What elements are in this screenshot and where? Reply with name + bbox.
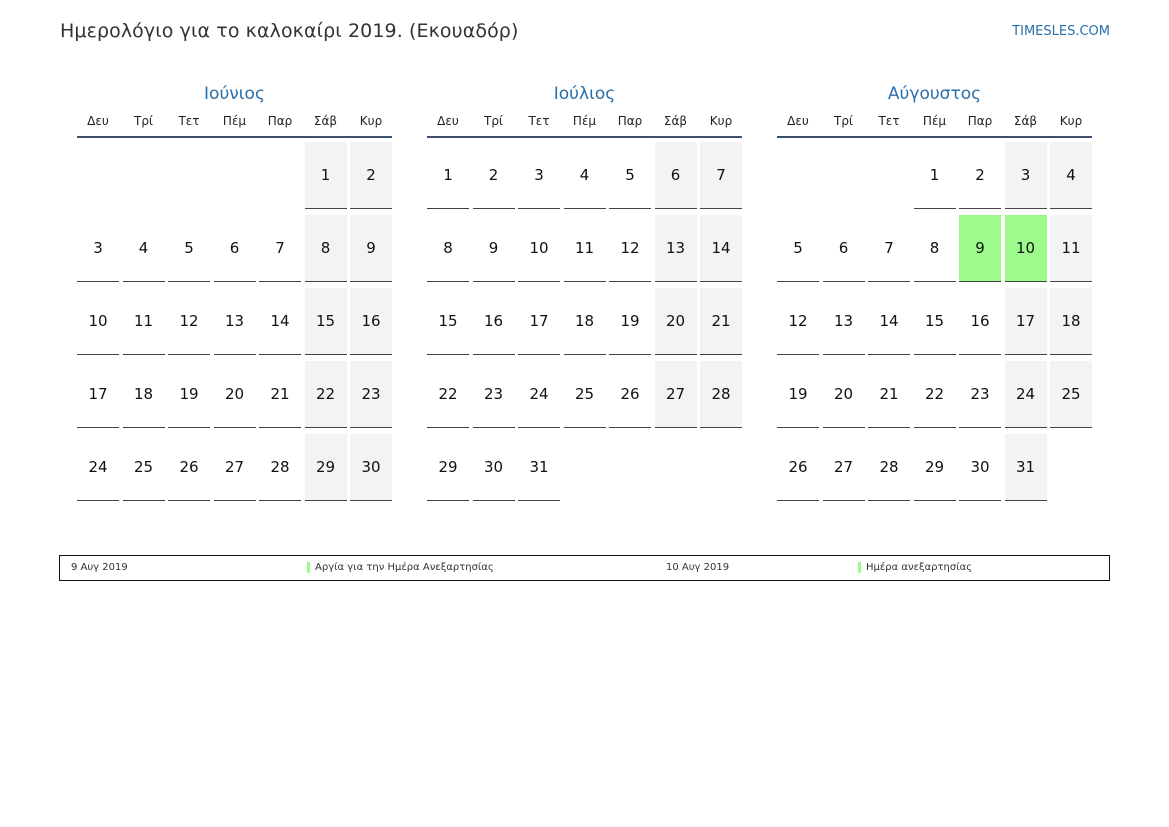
day-cell: 10 — [518, 215, 560, 282]
week-row — [777, 142, 1092, 215]
empty-day-cell — [777, 142, 819, 209]
day-cell: 28 — [700, 361, 742, 428]
empty-day-cell — [700, 434, 742, 501]
weekday-label: Σάβ — [663, 114, 688, 128]
weekday-label: Δευ — [87, 114, 109, 128]
day-cell: 17 — [518, 288, 560, 355]
day-cell: 7 — [259, 215, 301, 282]
weekday-label: Πέμ — [222, 114, 247, 128]
page-title: Ημερολόγιο για το καλοκαίρι 2019. (Εκουαδόρ) — [60, 20, 519, 42]
empty-day-cell — [214, 142, 256, 209]
weekday-label: Τετ — [878, 114, 900, 128]
day-cell: 31 — [518, 434, 560, 501]
day-cell: 20 — [823, 361, 865, 428]
day-cell: 13 — [823, 288, 865, 355]
day-cell: 3 — [1005, 142, 1047, 209]
month-3 — [777, 82, 1092, 507]
day-cell: 13 — [214, 288, 256, 355]
day-cell: 9 — [473, 215, 515, 282]
weekday-header — [427, 114, 742, 138]
day-cell: 25 — [1050, 361, 1092, 428]
day-cell: 6 — [655, 142, 697, 209]
day-cell: 2 — [959, 142, 1001, 209]
day-cell: 5 — [168, 215, 210, 282]
holiday-color-marker — [858, 562, 861, 573]
day-cell: 10 — [77, 288, 119, 355]
day-cell: 11 — [123, 288, 165, 355]
weekday-label: Κυρ — [1059, 114, 1083, 128]
day-cell: 13 — [655, 215, 697, 282]
week-row — [77, 215, 392, 288]
day-cell: 2 — [473, 142, 515, 209]
day-cell: 27 — [214, 434, 256, 501]
weekday-label: Δευ — [437, 114, 459, 128]
day-cell: 16 — [959, 288, 1001, 355]
day-cell: 30 — [350, 434, 392, 501]
legend-date-1: 9 Αυγ 2019 — [71, 562, 128, 573]
day-cell: 4 — [1050, 142, 1092, 209]
day-cell: 23 — [959, 361, 1001, 428]
day-cell: 12 — [777, 288, 819, 355]
day-cell: 16 — [350, 288, 392, 355]
day-cell: 21 — [259, 361, 301, 428]
weekday-label: Σάβ — [1013, 114, 1038, 128]
weekday-label: Κυρ — [709, 114, 733, 128]
empty-day-cell — [655, 434, 697, 501]
day-cell: 11 — [564, 215, 606, 282]
week-row — [427, 142, 742, 215]
day-cell: 18 — [1050, 288, 1092, 355]
day-cell: 8 — [305, 215, 347, 282]
weekday-label: Παρ — [267, 114, 293, 128]
day-cell: 21 — [700, 288, 742, 355]
week-row — [777, 215, 1092, 288]
month-name: Ιούνιος — [204, 84, 265, 104]
empty-day-cell — [168, 142, 210, 209]
day-cell: 29 — [305, 434, 347, 501]
day-cell: 23 — [350, 361, 392, 428]
week-row — [427, 288, 742, 361]
day-cell: 24 — [1005, 361, 1047, 428]
day-cell: 12 — [609, 215, 651, 282]
month-1 — [77, 82, 392, 507]
day-cell: 17 — [1005, 288, 1047, 355]
day-cell: 1 — [305, 142, 347, 209]
day-cell: 24 — [77, 434, 119, 501]
day-cell: 18 — [123, 361, 165, 428]
holiday-color-marker — [307, 562, 310, 573]
weekday-header — [77, 114, 392, 138]
day-cell: 15 — [305, 288, 347, 355]
weekday-label: Παρ — [617, 114, 643, 128]
empty-day-cell — [823, 142, 865, 209]
day-cell: 5 — [777, 215, 819, 282]
weekday-label: Τρί — [833, 114, 853, 128]
weekday-label: Πέμ — [572, 114, 597, 128]
day-cell: 4 — [123, 215, 165, 282]
day-cell: 28 — [259, 434, 301, 501]
day-cell: 14 — [700, 215, 742, 282]
day-cell: 6 — [823, 215, 865, 282]
day-cell: 7 — [700, 142, 742, 209]
month-name: Ιούλιος — [553, 84, 616, 104]
day-cell: 22 — [305, 361, 347, 428]
week-row — [77, 142, 392, 215]
day-cell: 11 — [1050, 215, 1092, 282]
day-cell: 12 — [168, 288, 210, 355]
day-cell: 17 — [77, 361, 119, 428]
day-cell: 16 — [473, 288, 515, 355]
weekday-label: Σάβ — [313, 114, 338, 128]
week-row — [77, 434, 392, 507]
day-cell: 24 — [518, 361, 560, 428]
week-row — [777, 361, 1092, 434]
day-cell: 8 — [914, 215, 956, 282]
legend-date-2: 10 Αυγ 2019 — [666, 562, 730, 573]
day-cell: 20 — [655, 288, 697, 355]
weekday-label: Κυρ — [359, 114, 383, 128]
empty-day-cell — [564, 434, 606, 501]
day-cell: 19 — [168, 361, 210, 428]
day-cell: 3 — [518, 142, 560, 209]
weekday-label: Τρί — [133, 114, 153, 128]
day-cell: 14 — [868, 288, 910, 355]
weekday-label: Πέμ — [922, 114, 947, 128]
day-cell: 26 — [168, 434, 210, 501]
weekday-header — [777, 114, 1092, 138]
week-row — [777, 288, 1092, 361]
holiday-day-cell: 10 — [1005, 215, 1047, 282]
day-cell: 14 — [259, 288, 301, 355]
day-cell: 4 — [564, 142, 606, 209]
weekday-label: Παρ — [967, 114, 993, 128]
week-row — [427, 361, 742, 434]
weekday-label: Τετ — [528, 114, 550, 128]
day-cell: 27 — [823, 434, 865, 501]
empty-day-cell — [1050, 434, 1092, 501]
day-cell: 7 — [868, 215, 910, 282]
day-cell: 6 — [214, 215, 256, 282]
day-cell: 29 — [427, 434, 469, 501]
empty-day-cell — [609, 434, 651, 501]
day-cell: 18 — [564, 288, 606, 355]
week-row — [427, 215, 742, 288]
day-cell: 9 — [350, 215, 392, 282]
day-cell: 5 — [609, 142, 651, 209]
empty-day-cell — [123, 142, 165, 209]
day-cell: 19 — [777, 361, 819, 428]
day-cell: 25 — [564, 361, 606, 428]
day-cell: 31 — [1005, 434, 1047, 501]
day-cell: 27 — [655, 361, 697, 428]
day-cell: 20 — [214, 361, 256, 428]
day-cell: 30 — [959, 434, 1001, 501]
day-cell: 25 — [123, 434, 165, 501]
week-row — [77, 288, 392, 361]
legend-name-1: Αργία για την Ημέρα Ανεξαρτησίας — [315, 562, 494, 573]
day-cell: 15 — [914, 288, 956, 355]
day-cell: 2 — [350, 142, 392, 209]
week-row — [777, 434, 1092, 507]
day-cell: 1 — [427, 142, 469, 209]
day-cell: 8 — [427, 215, 469, 282]
empty-day-cell — [868, 142, 910, 209]
day-cell: 29 — [914, 434, 956, 501]
day-cell: 22 — [914, 361, 956, 428]
month-2 — [427, 82, 742, 507]
day-cell: 21 — [868, 361, 910, 428]
month-name: Αύγουστος — [887, 84, 982, 104]
weekday-label: Τετ — [178, 114, 200, 128]
day-cell: 28 — [868, 434, 910, 501]
day-cell: 30 — [473, 434, 515, 501]
week-row — [427, 434, 742, 507]
empty-day-cell — [259, 142, 301, 209]
day-cell: 23 — [473, 361, 515, 428]
site-link[interactable]: TIMESLES.COM — [1012, 24, 1110, 39]
day-cell: 26 — [609, 361, 651, 428]
day-cell: 3 — [77, 215, 119, 282]
day-cell: 19 — [609, 288, 651, 355]
holiday-legend — [59, 555, 1110, 581]
day-cell: 22 — [427, 361, 469, 428]
empty-day-cell — [77, 142, 119, 209]
weekday-label: Δευ — [787, 114, 809, 128]
weekday-label: Τρί — [483, 114, 503, 128]
day-cell: 1 — [914, 142, 956, 209]
week-row — [77, 361, 392, 434]
holiday-day-cell: 9 — [959, 215, 1001, 282]
day-cell: 15 — [427, 288, 469, 355]
day-cell: 26 — [777, 434, 819, 501]
legend-name-2: Ημέρα ανεξαρτησίας — [866, 562, 973, 573]
